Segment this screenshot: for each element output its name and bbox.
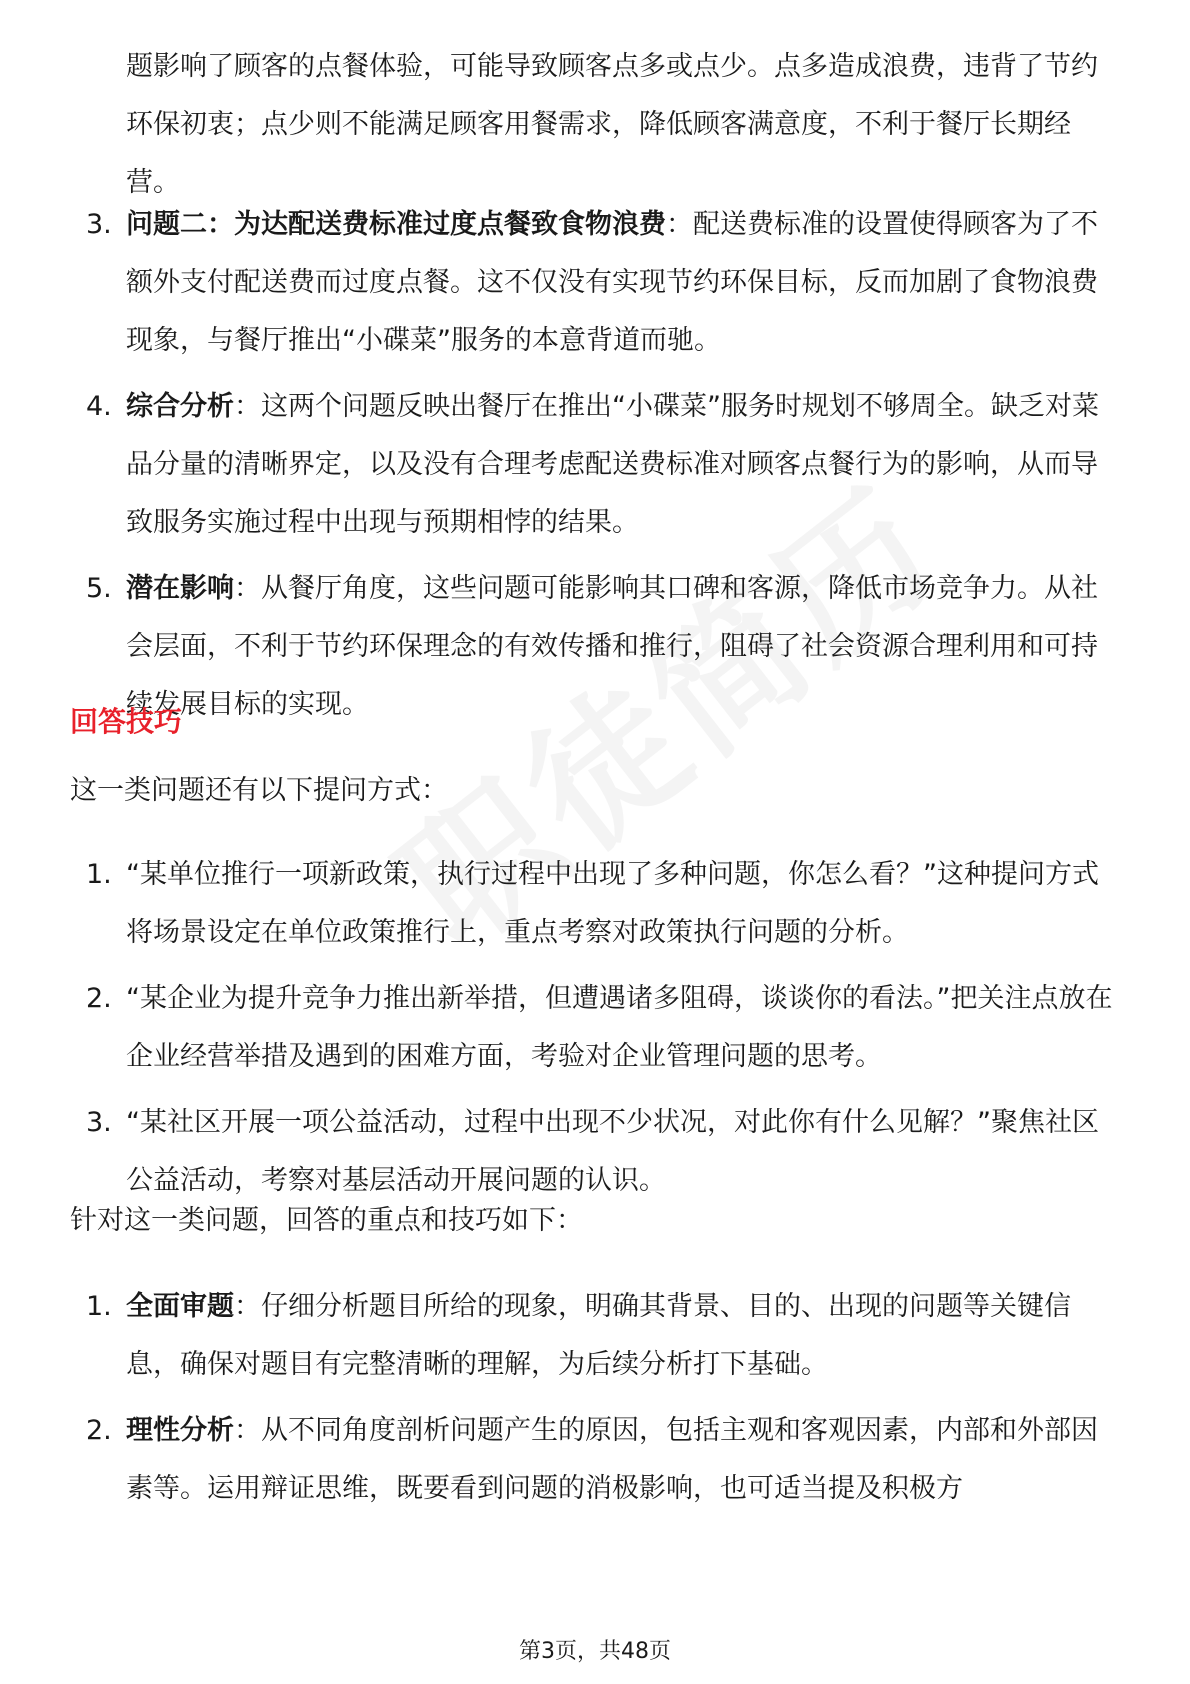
item-body: “某单位推行一项新政策，执行过程中出现了多种问题，你怎么看？”这种提问方式将场景设定在单位政策推行上，重点考察对政策执行问题的分析。 <box>126 859 1099 948</box>
item-title: 理性分析 <box>126 1415 234 1446</box>
item-title: 全面审题 <box>126 1291 234 1322</box>
item-separator: ： <box>234 573 261 604</box>
list-item <box>70 846 1120 962</box>
item-body: 从不同角度剖析问题产生的原因，包括主观和客观因素，内部和外部因素等。运用辩证思维，既要看到问题的消极影响，也可适当提及积极方 <box>126 1415 1098 1504</box>
item-body: 仔细分析题目所给的现象，明确其背景、目的、出现的问题等关键信息，确保对题目有完整清晰的理解，为后续分析打下基础。 <box>126 1291 1071 1380</box>
item-body: “某企业为提升竞争力推出新举措，但遭遇诸多阻碍，谈谈你的看法。”把关注点放在企业经营举措及遇到的困难方面，考验对企业管理问题的思考。 <box>126 983 1113 1072</box>
list-number: 4. <box>86 391 112 422</box>
item-separator: ： <box>666 209 693 240</box>
question-list <box>70 846 1120 1210</box>
list-number: 1. <box>86 859 112 890</box>
list-item <box>70 970 1120 1086</box>
list-item <box>70 560 1120 734</box>
item-body: 这两个问题反映出餐厅在推出“小碟菜”服务时规划不够周全。缺乏对菜品分量的清晰界定，以及没有合理考虑配送费标准对顾客点餐行为的影响，从而导致服务实施过程中出现与预期相悖的结果。 <box>126 391 1099 538</box>
item-title: 潜在影响 <box>126 573 234 604</box>
intro-paragraph: 这一类问题还有以下提问方式： <box>70 775 448 806</box>
list-number: 2. <box>86 983 112 1014</box>
tips-list <box>70 1278 1120 1518</box>
list-number: 3. <box>86 209 112 240</box>
list-number: 3. <box>86 1107 112 1138</box>
intro-paragraph: 针对这一类问题，回答的重点和技巧如下： <box>70 1205 583 1236</box>
list-item <box>70 196 1120 370</box>
section-title: 回答技巧 <box>70 705 183 738</box>
item-body: 从餐厅角度，这些问题可能影响其口碑和客源，降低市场竞争力。从社会层面，不利于节约环保理念的有效传播和推行，阻碍了社会资源合理利用和可持续发展目标的实现。 <box>126 573 1098 720</box>
list-number: 1. <box>86 1291 112 1322</box>
continuation-paragraph: 题影响了顾客的点餐体验，可能导致顾客点多或点少。点多造成浪费，违背了节约环保初衷；点少则不能满足顾客用餐需求，降低顾客满意度，不利于餐厅长期经营。 <box>126 51 1098 198</box>
list-number: 2. <box>86 1415 112 1446</box>
list-item <box>70 1402 1120 1518</box>
item-separator: ： <box>234 1291 261 1322</box>
list-number: 5. <box>86 573 112 604</box>
item-separator: ： <box>234 1415 261 1446</box>
page-footer: 第3页，共48页 <box>519 1639 671 1664</box>
item-body: “某社区开展一项公益活动，过程中出现不少状况，对此你有什么见解？”聚焦社区公益活动，考察对基层活动开展问题的认识。 <box>126 1107 1099 1196</box>
item-body: 配送费标准的设置使得顾客为了不额外支付配送费而过度点餐。这不仅没有实现节约环保目标，反而加剧了食物浪费现象，与餐厅推出“小碟菜”服务的本意背道而驰。 <box>126 209 1098 356</box>
analysis-list <box>70 196 1120 734</box>
list-item <box>70 378 1120 552</box>
list-item <box>70 1278 1120 1394</box>
item-title: 综合分析 <box>126 391 234 422</box>
item-title: 问题二：为达配送费标准过度点餐致食物浪费 <box>126 209 666 240</box>
item-separator: ： <box>234 391 261 422</box>
